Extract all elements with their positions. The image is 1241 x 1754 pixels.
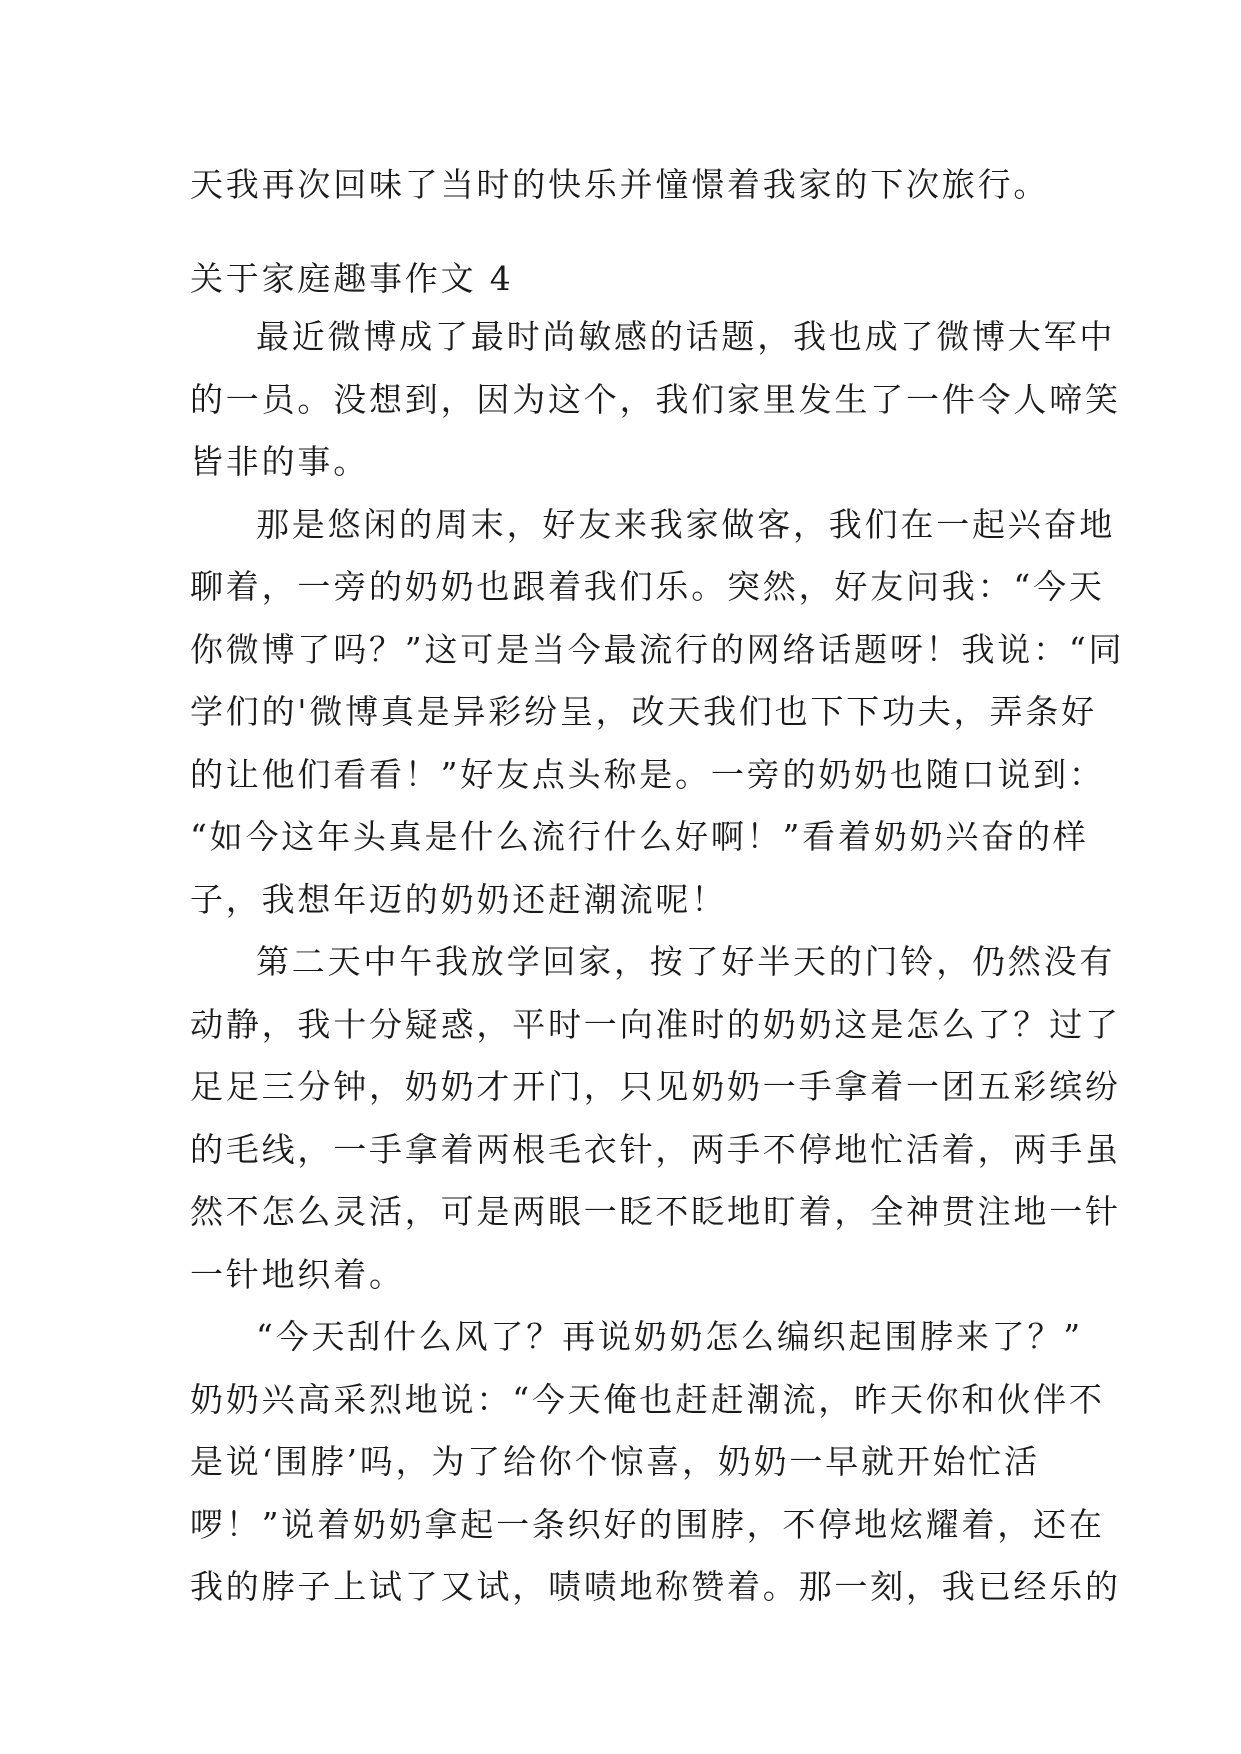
paragraph-line: 奶奶兴高采烈地说：“今天俺也赶赶潮流，昨天你和伙伴不: [190, 1379, 1105, 1419]
paragraph-line: 的一员。没想到，因为这个，我们家里发生了一件令人啼笑: [190, 379, 1121, 419]
paragraph-line: 的毛线，一手拿着两根毛衣针，两手不停地忙活着，两手虽: [190, 1129, 1121, 1169]
paragraph-line: 皆非的事。: [190, 442, 369, 481]
paragraph-4: [190, 1312, 1121, 1612]
paragraph-line: 你微博了吗？”这可是当今最流行的网络话题呀！我说：“同: [190, 629, 1125, 669]
paragraph-line: 聊着，一旁的奶奶也跟着我们乐。突然，好友问我：“今天: [190, 567, 1105, 606]
paragraph-line: 啰！”说着奶奶拿起一条织好的围脖，不停地炫耀着，还在: [190, 1504, 1105, 1544]
paragraph-line: 一针地织着。: [190, 1254, 405, 1294]
paragraph-line: 那是悠闲的周末，好友来我家做客，我们在一起兴奋地: [256, 504, 1116, 544]
paragraph-line: 子，我想年迈的奶奶还赶潮流呢！: [190, 879, 727, 919]
continuation-line: 天我再次回味了当时的快乐并憧憬着我家的下次旅行。: [190, 165, 1050, 204]
paragraph-2: [190, 500, 1125, 925]
paragraph-line: 是说‘围脖’吗，为了给你个惊喜，奶奶一早就开始忙活: [190, 1442, 1040, 1481]
paragraph-line: “今天刮什么风了？再说奶奶怎么编织起围脖来了？”: [256, 1317, 1083, 1356]
paragraph-line: 然不怎么灵活，可是两眼一眨不眨地盯着，全神贯注地一针: [190, 1192, 1121, 1231]
paragraph-line: 我的脖子上试了又试，啧啧地称赞着。那一刻，我已经乐的: [190, 1567, 1121, 1606]
paragraph-3: [190, 937, 1121, 1300]
section-title: 关于家庭趣事作文 4: [190, 259, 514, 298]
paragraph-line: 的让他们看看！”好友点头称是。一旁的奶奶也随口说到：: [190, 754, 1105, 794]
paragraph-line: 动静，我十分疑惑，平时一向准时的奶奶这是怎么了？过了: [190, 1004, 1121, 1044]
paragraph-line: 足足三分钟，奶奶才开门，只见奶奶一手拿着一团五彩缤纷: [190, 1067, 1121, 1106]
paragraph-line: 学们的'微博真是异彩纷呈，改天我们也下下功夫，弄条好: [190, 692, 1097, 731]
paragraph-line: 最近微博成了最时尚敏感的话题，我也成了微博大军中: [256, 317, 1116, 356]
document-body: [190, 160, 1125, 1625]
paragraph-1: [190, 312, 1121, 487]
paragraph-line: 第二天中午我放学回家，按了好半天的门铃，仍然没有: [256, 942, 1116, 981]
paragraph-line: “如今这年头真是什么流行什么好啊！”看着奶奶兴奋的样: [190, 817, 1089, 856]
